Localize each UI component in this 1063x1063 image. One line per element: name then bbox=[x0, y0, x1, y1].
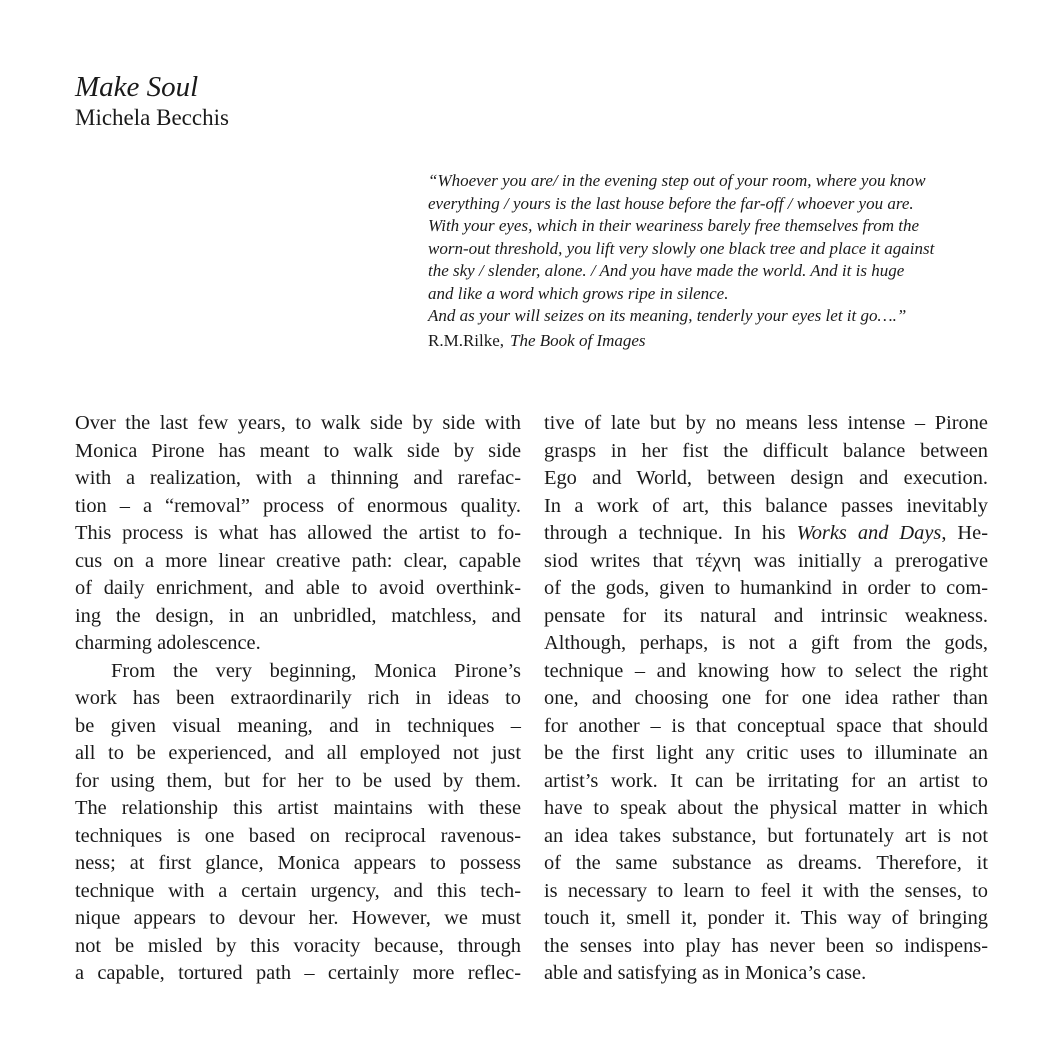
epigraph-line: “Whoever you are/ in the evening step out of your room, where you know bbox=[428, 171, 926, 190]
body-line: In a work of art, this balance passes inevitably bbox=[544, 494, 988, 517]
body-line: charming adolescence. bbox=[75, 632, 261, 654]
body-line: work has been extraordinarily rich in ideas to bbox=[75, 687, 521, 709]
body-line: Over the last few years, to walk side by side with bbox=[75, 412, 521, 434]
epigraph-line: the sky / slender, alone. / And you have made the world. And it is huge bbox=[428, 261, 905, 280]
epigraph bbox=[428, 170, 993, 352]
body-line: The relationship this artist maintains with these bbox=[75, 797, 521, 819]
body-line: technique with a certain urgency, and this tech- bbox=[75, 879, 521, 902]
body-line: tion – a “removal” process of enormous quality. bbox=[75, 494, 521, 517]
body-line: of the same substance as dreams. Therefore, it bbox=[544, 852, 988, 874]
body-text: through a technique. In his bbox=[544, 522, 786, 544]
body-line: the senses into play has never been so indispens- bbox=[544, 934, 988, 957]
body-line: have to speak about the physical matter in which bbox=[544, 797, 988, 819]
body-column-left bbox=[75, 410, 521, 988]
book-title: Works and Days bbox=[796, 522, 942, 544]
body-line: pensate for its natural and intrinsic weakness. bbox=[544, 604, 988, 627]
epigraph-attribution: R.M.Rilke, bbox=[428, 330, 505, 350]
body-line: an idea takes substance, but fortunately art is not bbox=[544, 824, 988, 847]
body-line: grasps in her fist the difficult balance between bbox=[544, 439, 988, 462]
body-line: touch it, smell it, ponder it. This way of bringing bbox=[544, 907, 988, 929]
body-line: able and satisfying as in Monica’s case. bbox=[544, 962, 867, 984]
essay-title: Make Soul bbox=[75, 71, 199, 103]
body-line: be given visual meaning, and in techniques – bbox=[75, 714, 521, 737]
body-line: From the very beginning, Monica Pirone’s bbox=[111, 659, 521, 682]
body-line bbox=[544, 520, 988, 548]
epigraph-line: worn-out threshold, you lift very slowly one black tree and place it against bbox=[428, 238, 935, 258]
epigraph-line: With your eyes, which in their weariness barely free themselves from the bbox=[428, 216, 920, 235]
body-line: not be misled by this voracity because, through bbox=[75, 934, 521, 957]
body-line: Monica Pirone has meant to walk side by side bbox=[75, 439, 521, 462]
body-line: be the first light any critic uses to illuminate an bbox=[544, 742, 988, 764]
body-line: Ego and World, between design and execution. bbox=[544, 467, 988, 489]
body-line: with a realization, with a thinning and rarefac- bbox=[75, 467, 521, 489]
body-line: nique appears to devour her. However, we must bbox=[75, 907, 521, 929]
epigraph-line: And as your will seizes on its meaning, tenderly your eyes let it go….” bbox=[428, 306, 907, 325]
body-line: is necessary to learn to feel it with the senses, to bbox=[544, 879, 988, 902]
body-line: all to be experienced, and all employed not just bbox=[75, 742, 521, 764]
body-line: This process is what has allowed the artist to fo- bbox=[75, 522, 521, 544]
essay-author: Michela Becchis bbox=[75, 105, 229, 130]
body-line: ness; at first glance, Monica appears to possess bbox=[75, 852, 521, 874]
body-line: techniques is one based on reciprocal ravenous- bbox=[75, 824, 521, 847]
body-line: ing the design, in an unbridled, matchless, and bbox=[75, 604, 521, 627]
body-line: for another – is that conceptual space that should bbox=[544, 714, 988, 737]
epigraph-quote bbox=[428, 170, 993, 328]
body-line: a capable, tortured path – certainly more reflec- bbox=[75, 962, 521, 984]
body-line: of daily enrichment, and able to avoid overthink- bbox=[75, 577, 521, 599]
body-text: , He- bbox=[941, 522, 988, 544]
body-line: one, and choosing one for one idea rather than bbox=[544, 687, 988, 709]
epigraph-book-title: The Book of Images bbox=[510, 330, 646, 350]
epigraph-line: and like a word which grows ripe in silence. bbox=[428, 283, 729, 303]
body-line: Although, perhaps, is not a gift from the gods, bbox=[544, 632, 988, 654]
epigraph-citation bbox=[428, 330, 993, 352]
body-line: for using them, but for her to be used by them. bbox=[75, 769, 521, 792]
body-line: of the gods, given to humankind in order to com- bbox=[544, 577, 988, 599]
body-line: cus on a more linear creative path: clear, capable bbox=[75, 549, 521, 572]
epigraph-line: everything / yours is the last house before the far-off / whoever you are. bbox=[428, 193, 914, 213]
body-line: siod writes that τέχνη was initially a prerogative bbox=[544, 549, 988, 572]
body-column-right bbox=[544, 410, 988, 988]
body-line: tive of late but by no means less intense – Pirone bbox=[544, 412, 988, 434]
body-line: technique – and knowing how to select the right bbox=[544, 659, 988, 682]
body-line: artist’s work. It can be irritating for an artist to bbox=[544, 769, 988, 792]
